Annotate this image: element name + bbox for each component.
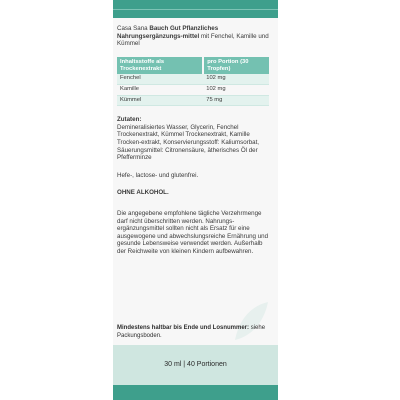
volume-portions: 30 ml | 40 Portionen xyxy=(164,361,227,368)
ingredient-value: 102 mg xyxy=(203,84,269,95)
expiry-info xyxy=(117,325,267,340)
label-content xyxy=(117,25,269,255)
zutaten-text: Demineralisiertes Wasser, Glycerin, Fenchel Trockenextrakt, Kümmel Trockenextrakt, Kamille Trocken-extrakt, Konservierungsstoff: Kaliumsorbat, Säuerungsmittel: Citronensäure, ätherisches Öl der Pfefferminze xyxy=(117,123,260,162)
table-row xyxy=(117,74,269,84)
product-desc: mit Fenchel, Kamille und Kümmel xyxy=(117,32,269,48)
expiry-rest: siehe Packungsboden. xyxy=(117,325,266,339)
bottom-color-band xyxy=(113,345,278,400)
ingredient-name: Kamille xyxy=(117,84,203,95)
intro-text xyxy=(117,25,269,48)
ingredient-value: 75 mg xyxy=(203,95,269,106)
table-header-ingredient: Inhaltsstoffe als Trockenextrakt xyxy=(117,57,203,75)
ingredient-value: 102 mg xyxy=(203,74,269,84)
product-name: Bauch Gut xyxy=(149,25,181,32)
table-header-portion: pro Portion (30 Tropfen) xyxy=(203,57,269,75)
top-color-band xyxy=(113,0,278,18)
brand-name: Casa Sana xyxy=(117,25,148,32)
expiry-label: Mindestens haltbar bis Ende und Losnummer: xyxy=(117,325,250,331)
alcohol-free-label: OHNE ALKOHOL. xyxy=(117,189,169,197)
ingredient-name: Kümmel xyxy=(117,95,203,106)
zutaten-label: Zutaten: xyxy=(117,116,142,124)
ingredients-table xyxy=(117,57,269,106)
warning-text: Die angegebene empfohlene tägliche Verzehrmenge darf nicht überschritten werden. Nahrungs-ergänzungsmittel sollten nicht als Ersatz für eine ausgewogene und abwechslungsreiche Ernährung und gesunde Lebensweise verwendet werden. Außerhalb der Reichweite von kleinen Kindern aufbewahren. xyxy=(117,209,269,255)
ingredient-name: Fenchel xyxy=(117,74,203,84)
product-type: Pflanzliches Nahrungsergänzungs-mittel xyxy=(117,25,219,40)
alcohol-free-text xyxy=(117,189,269,197)
table-row xyxy=(117,95,269,106)
table-row xyxy=(117,84,269,95)
free-from-text: Hefe-, lactose- und glutenfrei. xyxy=(117,171,199,179)
zutaten-section xyxy=(117,116,269,162)
